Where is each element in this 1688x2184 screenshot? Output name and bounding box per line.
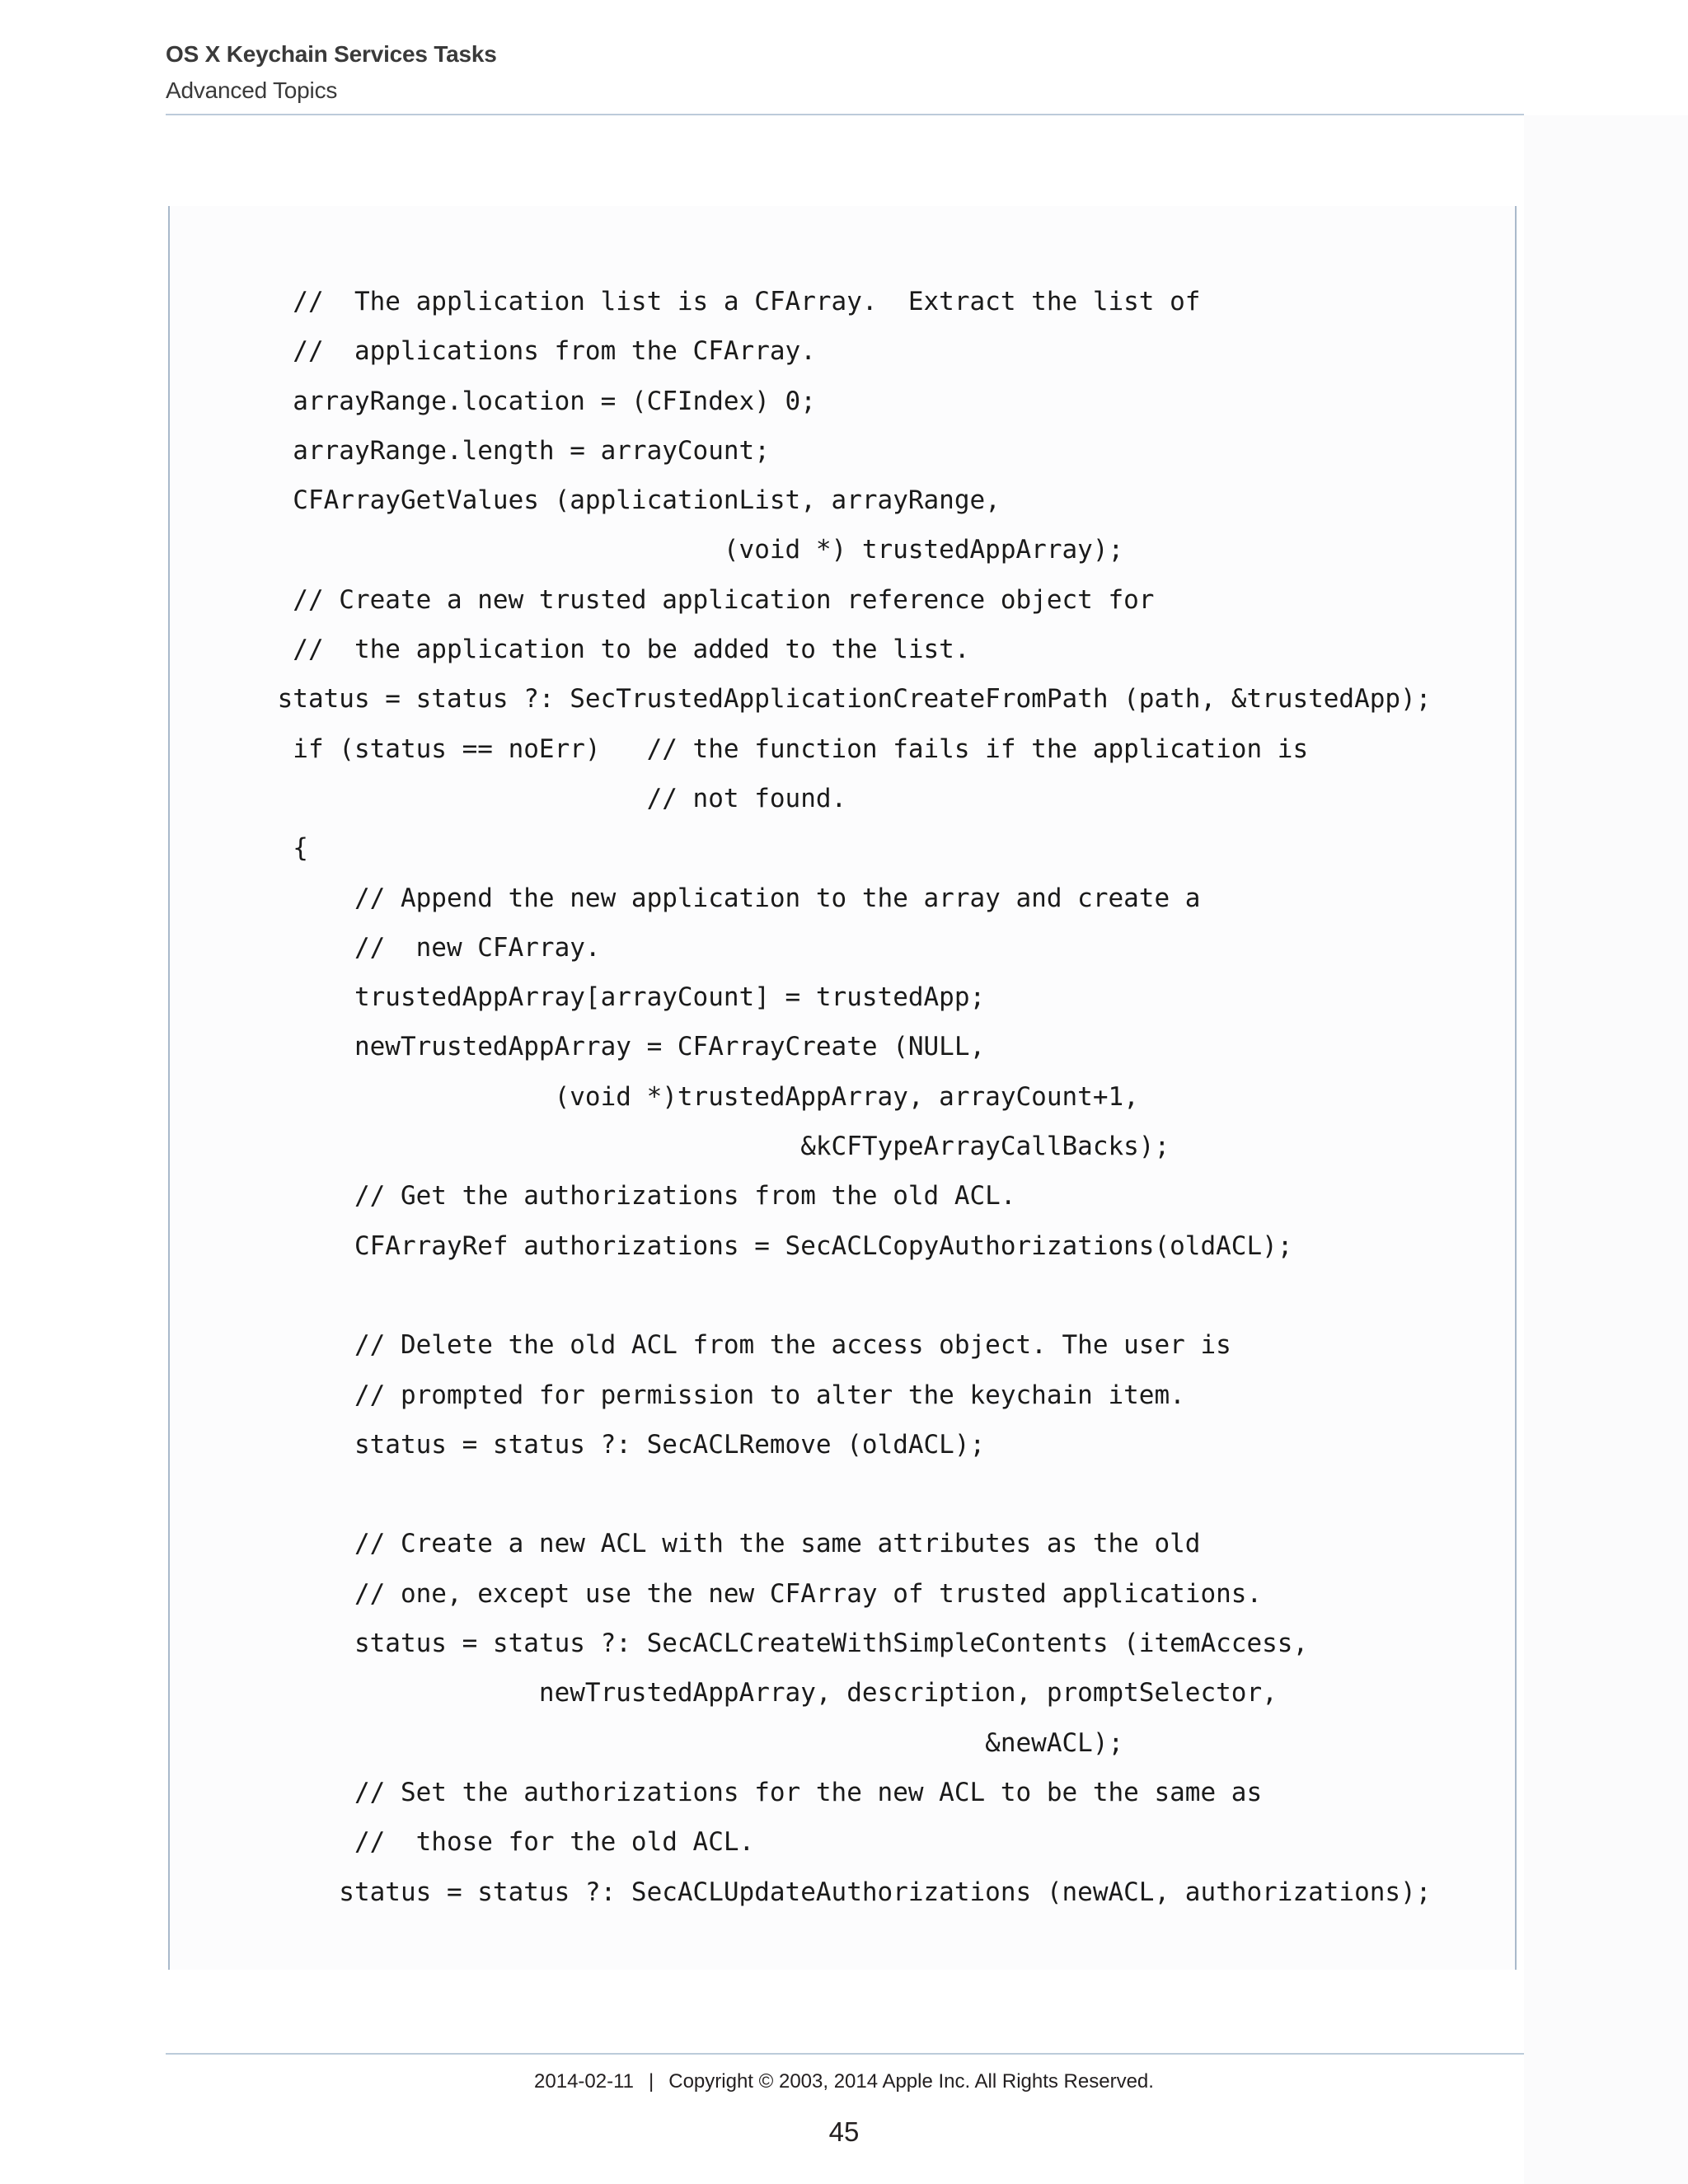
code-line: newTrustedAppArray, description, promptSelector,	[170, 1678, 1278, 1708]
code-line: status = status ?: SecTrustedApplicationCreateFromPath (path, &trustedApp);	[170, 684, 1432, 715]
code-lines	[170, 277, 1515, 1917]
code-line: // Delete the old ACL from the access object. The user is	[170, 1330, 1231, 1361]
code-line: // Append the new application to the array and create a	[170, 883, 1201, 913]
code-line: // prompted for permission to alter the keychain item.	[170, 1380, 1185, 1410]
code-line: (void *)trustedAppArray, arrayCount+1,	[170, 1081, 1139, 1112]
footer-divider	[166, 2053, 1524, 2055]
code-line: // Create a new trusted application reference object for	[170, 584, 1155, 615]
code-line: // new CFArray.	[170, 932, 601, 963]
code-line: &newACL);	[170, 1727, 1124, 1758]
code-line: status = status ?: SecACLCreateWithSimpleContents (itemAccess,	[170, 1629, 1309, 1659]
code-line: if (status == noErr) // the function fails if the application is	[170, 733, 1309, 764]
code-line: trustedAppArray[arrayCount] = trustedApp;	[170, 982, 986, 1013]
document-title: OS X Keychain Services Tasks	[166, 41, 497, 67]
code-line: CFArrayGetValues (applicationList, arrayRange,	[170, 485, 1001, 516]
section-title: Advanced Topics	[166, 77, 338, 103]
code-line: arrayRange.location = (CFIndex) 0;	[170, 386, 816, 416]
footer-copyright: Copyright © 2003, 2014 Apple Inc. All Rights Reserved.	[668, 2070, 1154, 2093]
code-line: newTrustedAppArray = CFArrayCreate (NULL,	[170, 1032, 986, 1062]
code-line: status = status ?: SecACLRemove (oldACL);	[170, 1429, 986, 1460]
code-line: // applications from the CFArray.	[170, 336, 816, 367]
code-line: // Get the authorizations from the old ACL.	[170, 1181, 1016, 1212]
code-line: // the application to be added to the list.	[170, 635, 970, 665]
code-line	[170, 1271, 1515, 1320]
code-line: // The application list is a CFArray. Extract the list of	[170, 287, 1201, 316]
code-line: CFArrayRef authorizations = SecACLCopyAuthorizations(oldACL);	[170, 1230, 1293, 1261]
code-line: // those for the old ACL.	[170, 1827, 755, 1858]
page-header	[166, 36, 1524, 109]
code-line: &kCFTypeArrayCallBacks);	[170, 1132, 1170, 1162]
code-line: // Create a new ACL with the same attributes as the old	[170, 1529, 1201, 1559]
footer-separator: |	[649, 2070, 654, 2093]
code-line: status = status ?: SecACLUpdateAuthorizations (newACL, authorizations);	[170, 1877, 1432, 1907]
footer-date: 2014-02-11	[534, 2070, 635, 2093]
code-line: // one, except use the new CFArray of trusted applications.	[170, 1578, 1263, 1609]
page-margin-shade	[1524, 115, 1688, 2184]
code-line: arrayRange.length = arrayCount;	[170, 435, 770, 466]
page-number: 45	[828, 2116, 860, 2147]
code-line: // not found.	[170, 783, 847, 813]
page-footer	[0, 2065, 1688, 2098]
code-line	[170, 1469, 1515, 1519]
code-line: {	[170, 833, 308, 864]
header-divider	[166, 114, 1524, 115]
code-listing	[168, 206, 1517, 1970]
code-line: (void *) trustedAppArray);	[170, 535, 1124, 565]
code-line: // Set the authorizations for the new ACL to be the same as	[170, 1777, 1263, 1807]
